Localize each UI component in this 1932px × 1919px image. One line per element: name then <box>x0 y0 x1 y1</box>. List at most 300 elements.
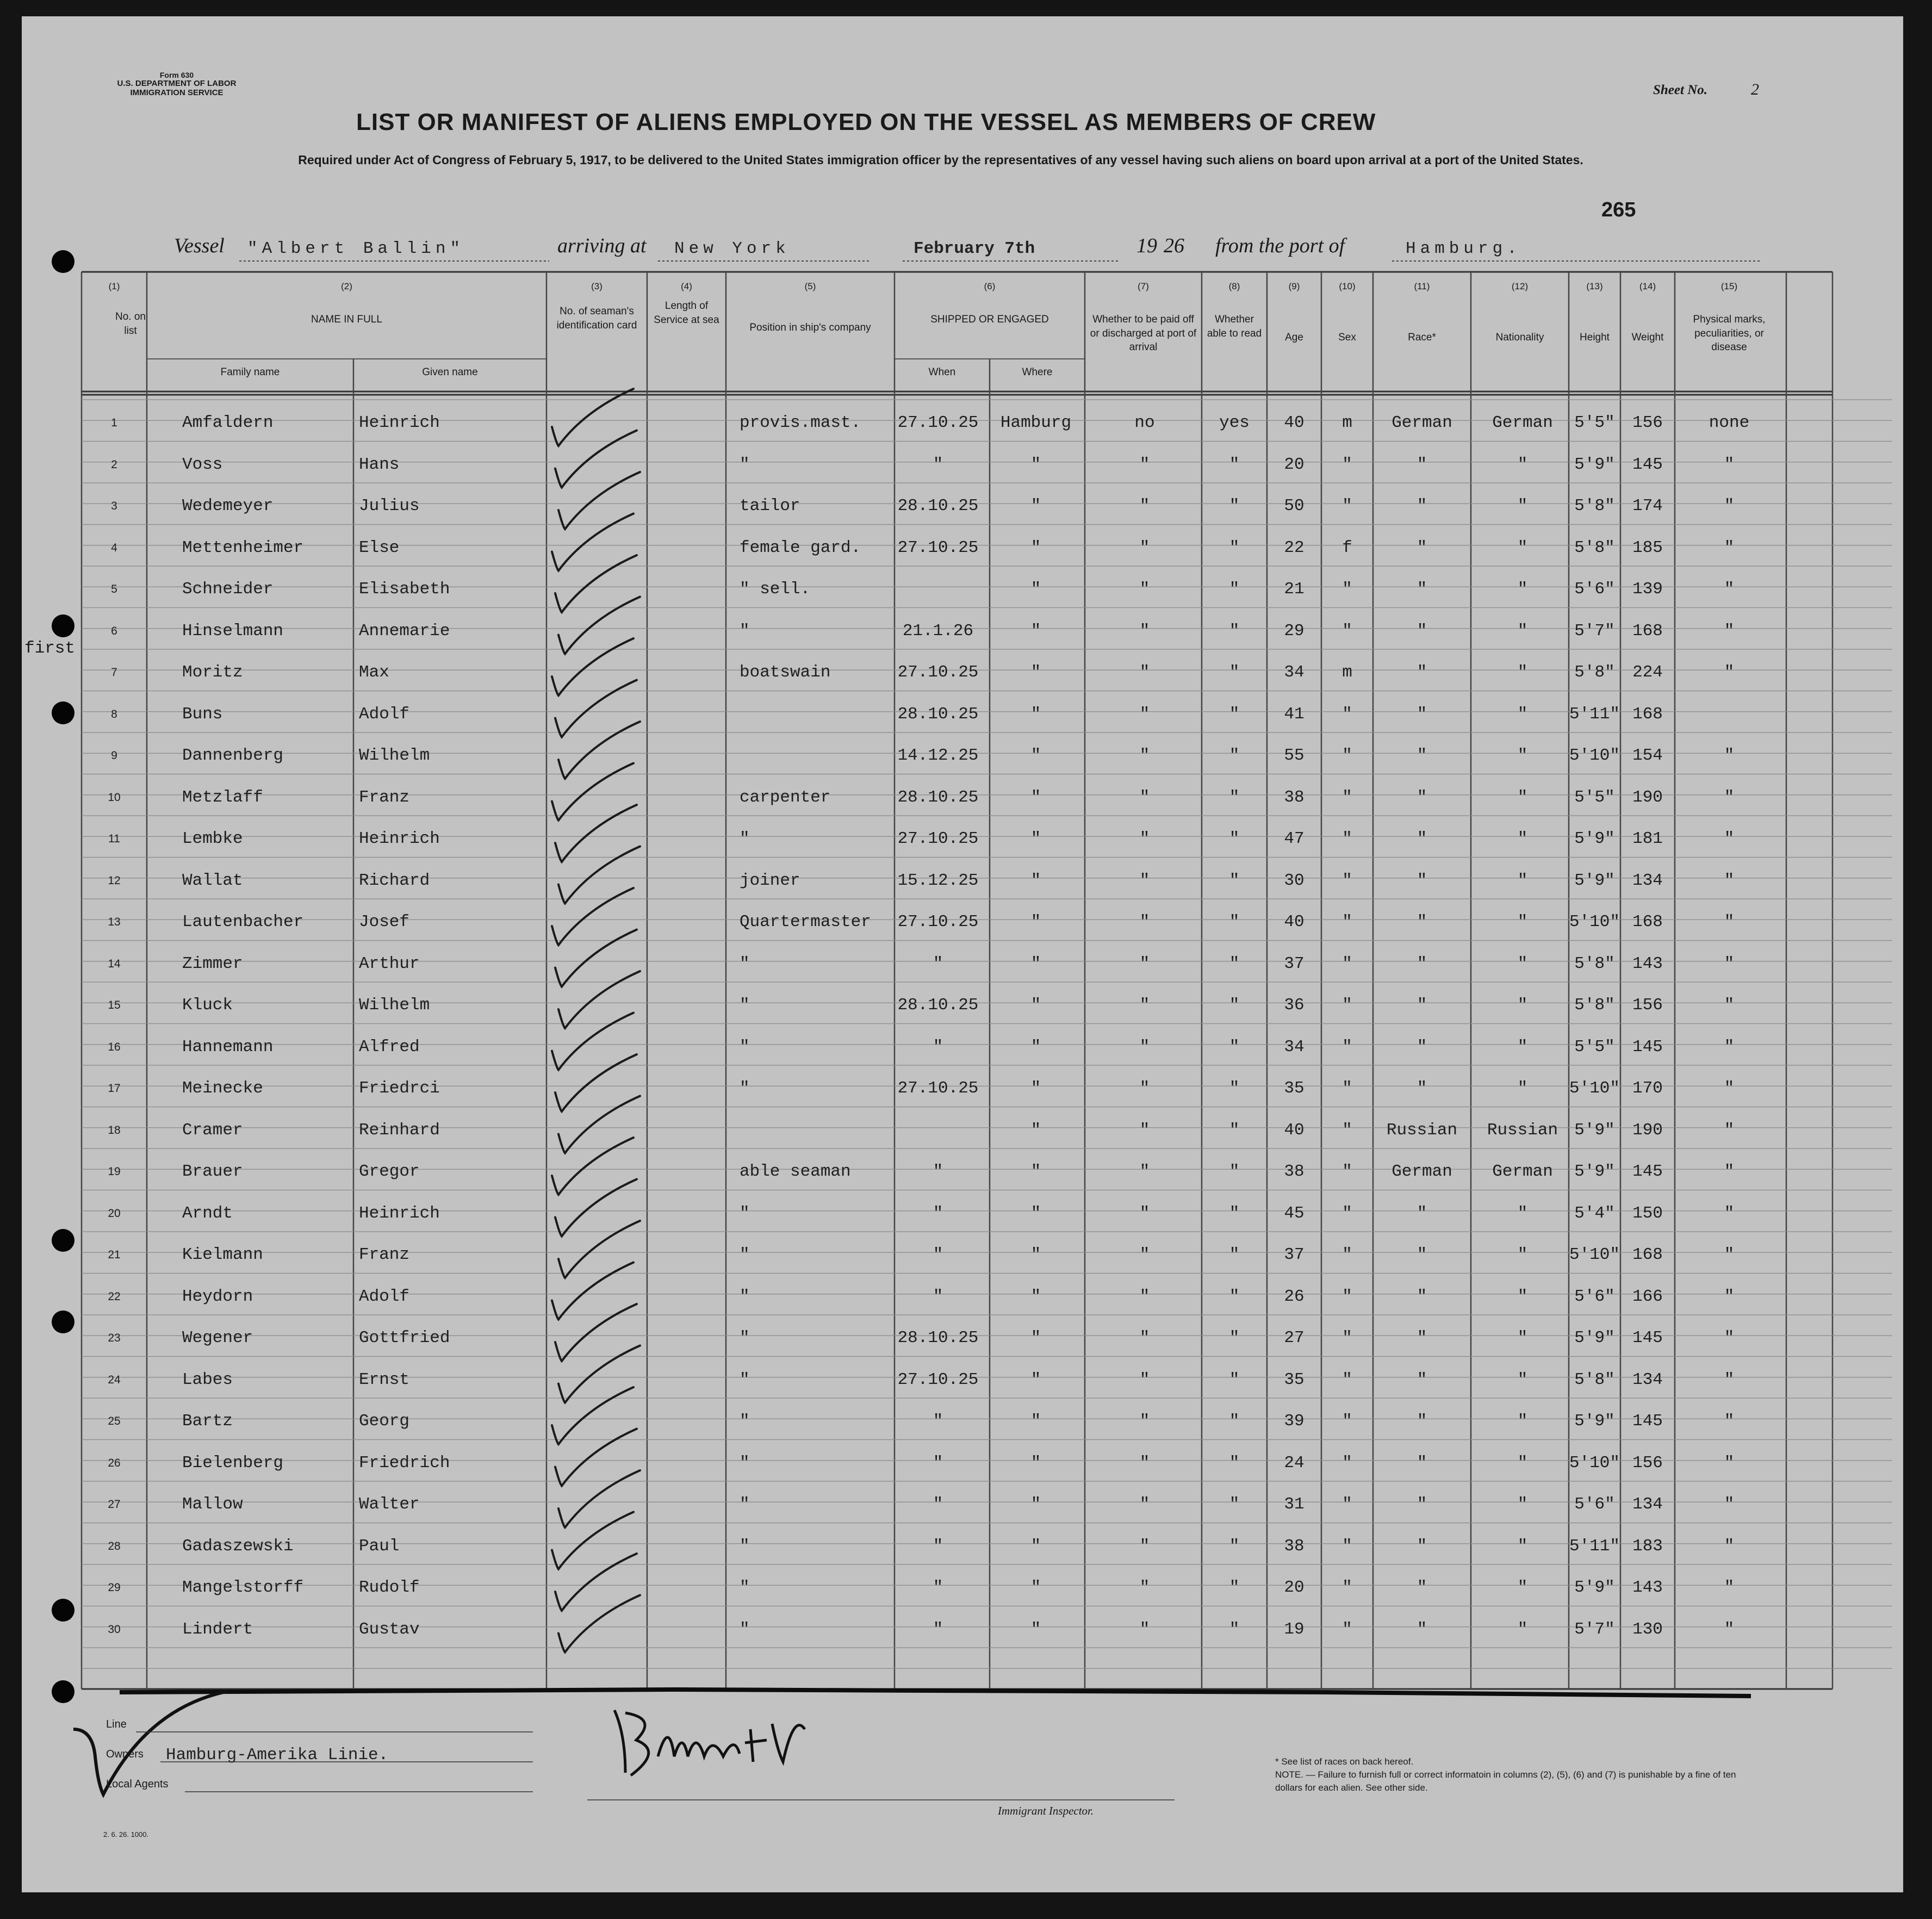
able-to-read: " <box>1229 1120 1240 1140</box>
race: " <box>1417 1245 1427 1264</box>
able-to-read: " <box>1229 1536 1240 1556</box>
weight: 145 <box>1632 455 1663 474</box>
row-number: 1 <box>111 417 117 429</box>
age: 26 <box>1284 1287 1304 1306</box>
physical-marks: " <box>1724 1287 1735 1306</box>
height: 5'9" <box>1574 1328 1615 1347</box>
row-number: 27 <box>108 1498 121 1511</box>
nationality: " <box>1517 829 1528 848</box>
paid-off: " <box>1139 621 1150 641</box>
shipped-when: " <box>933 1536 943 1556</box>
age: 45 <box>1284 1203 1304 1223</box>
page-subtitle: Required under Act of Congress of February 5, 1917, to be delivered to the United States immigration officer by the representatives of any vessel having such aliens on board upon arrival at a port of the United States. <box>298 153 1583 167</box>
shipped-where: " <box>1030 912 1041 931</box>
table-row <box>22 496 1903 535</box>
weight: 183 <box>1632 1536 1663 1556</box>
paid-off: " <box>1139 1203 1150 1223</box>
physical-marks: " <box>1724 1203 1735 1223</box>
shipped-where: " <box>1030 1162 1041 1181</box>
shipped-where: " <box>1030 1245 1041 1264</box>
shipped-when: " <box>933 1619 943 1639</box>
position: " <box>740 1287 750 1306</box>
family-name: Wegener <box>182 1328 253 1347</box>
age: 37 <box>1284 954 1304 973</box>
paid-off: " <box>1139 496 1150 516</box>
row-number: 28 <box>108 1539 121 1552</box>
nationality: " <box>1517 704 1528 724</box>
row-number: 21 <box>108 1249 121 1261</box>
family-name: Moritz <box>182 663 243 682</box>
position: " <box>740 1412 750 1431</box>
sheet-label: Sheet No. <box>1653 83 1707 97</box>
given-name: Richard <box>359 871 430 890</box>
shipped-where: " <box>1030 1536 1041 1556</box>
sex: " <box>1342 871 1352 890</box>
table-row <box>22 580 1903 618</box>
shipped-where: " <box>1030 1120 1041 1140</box>
weight: 156 <box>1632 413 1663 432</box>
given-name: Alfred <box>359 1037 420 1057</box>
physical-marks: " <box>1724 1162 1735 1181</box>
nationality: " <box>1517 496 1528 516</box>
height: 5'10" <box>1569 912 1620 931</box>
physical-marks: " <box>1724 538 1735 557</box>
family-name: Buns <box>182 704 223 724</box>
able-to-read: " <box>1229 704 1240 724</box>
sex: " <box>1342 787 1352 807</box>
paid-off: " <box>1139 787 1150 807</box>
sex: " <box>1342 1079 1352 1098</box>
shipped-where: " <box>1030 829 1041 848</box>
family-name: Lembke <box>182 829 243 848</box>
nationality: " <box>1517 1578 1528 1597</box>
height: 5'8" <box>1574 1370 1615 1389</box>
age: 38 <box>1284 787 1304 807</box>
given-name: Walter <box>359 1495 420 1514</box>
shipped-when: 27.10.25 <box>897 663 979 682</box>
height: 5'10" <box>1569 1245 1620 1264</box>
sex: " <box>1342 704 1352 724</box>
row-number: 25 <box>108 1415 121 1427</box>
table-row <box>22 1495 1903 1533</box>
shipped-when: " <box>933 1162 943 1181</box>
row-number: 24 <box>108 1373 121 1386</box>
age: 35 <box>1284 1370 1304 1389</box>
family-name: Dannenberg <box>182 746 284 765</box>
race: " <box>1417 954 1427 973</box>
sex: " <box>1342 580 1352 599</box>
sex: " <box>1342 496 1352 516</box>
row-number: 14 <box>108 957 121 970</box>
physical-marks: " <box>1724 1412 1735 1431</box>
race: " <box>1417 829 1427 848</box>
nationality: " <box>1517 954 1528 973</box>
height: 5'10" <box>1569 746 1620 765</box>
header-age: Age <box>1285 332 1303 343</box>
physical-marks: " <box>1724 829 1735 848</box>
shipped-where: " <box>1030 580 1041 599</box>
position: Quartermaster <box>740 912 871 931</box>
given-name: Georg <box>359 1412 410 1431</box>
given-name: Else <box>359 538 400 557</box>
able-to-read: " <box>1229 1037 1240 1057</box>
shipped-when: " <box>933 1287 943 1306</box>
table-row <box>22 829 1903 867</box>
physical-marks: " <box>1724 1619 1735 1639</box>
table-row <box>22 1328 1903 1367</box>
position: boatswain <box>740 663 831 682</box>
header-given-name: Given name <box>422 367 478 378</box>
row-number: 8 <box>111 707 117 721</box>
colnum-5: (5) <box>804 281 816 291</box>
nationality: " <box>1517 538 1528 557</box>
age: 40 <box>1284 1120 1304 1140</box>
table-row <box>22 1245 1903 1283</box>
shipped-when: 28.10.25 <box>897 704 979 724</box>
paid-off: no <box>1134 413 1155 432</box>
family-name: Lindert <box>182 1619 253 1639</box>
header-physical: Physical marks, peculiarities, or disease <box>1693 314 1766 353</box>
able-to-read: " <box>1229 954 1240 973</box>
race: " <box>1417 746 1427 765</box>
family-name: Wedemeyer <box>182 496 274 516</box>
race: " <box>1417 1453 1427 1473</box>
weight: 156 <box>1632 1453 1663 1473</box>
shipped-when: " <box>933 1578 943 1597</box>
physical-marks: " <box>1724 1328 1735 1347</box>
race: " <box>1417 1037 1427 1057</box>
sex: " <box>1342 1120 1352 1140</box>
age: 34 <box>1284 663 1304 682</box>
age: 47 <box>1284 829 1304 848</box>
weight: 150 <box>1632 1203 1663 1223</box>
position: tailor <box>740 496 800 516</box>
given-name: Arthur <box>359 954 420 973</box>
given-name: Heinrich <box>359 829 440 848</box>
header-race: Race* <box>1408 332 1436 343</box>
weight: 143 <box>1632 954 1663 973</box>
weight: 185 <box>1632 538 1663 557</box>
header-name-in-full: NAME IN FULL <box>311 314 382 325</box>
physical-marks: " <box>1724 871 1735 890</box>
footer-line-label: Line <box>106 1718 127 1730</box>
race: " <box>1417 621 1427 641</box>
shipped-where: " <box>1030 871 1041 890</box>
shipped-when: 28.10.25 <box>897 996 979 1015</box>
given-name: Wilhelm <box>359 746 430 765</box>
weight: 170 <box>1632 1079 1663 1098</box>
age: 21 <box>1284 580 1304 599</box>
age: 30 <box>1284 871 1304 890</box>
able-to-read: " <box>1229 1578 1240 1597</box>
physical-marks: " <box>1724 1120 1735 1140</box>
family-name: Schneider <box>182 580 274 599</box>
header-nationality: Nationality <box>1495 332 1544 343</box>
shipped-where: " <box>1030 746 1041 765</box>
weight: 134 <box>1632 1495 1663 1514</box>
table-row <box>22 1620 1903 1658</box>
family-name: Brauer <box>182 1162 243 1181</box>
row-number: 16 <box>108 1040 121 1053</box>
vessel-label: Vessel <box>174 234 225 257</box>
position: " <box>740 1079 750 1098</box>
sex: " <box>1342 455 1352 474</box>
paid-off: " <box>1139 1079 1150 1098</box>
physical-marks: " <box>1724 1245 1735 1264</box>
height: 5'11" <box>1569 1536 1620 1556</box>
given-name: Franz <box>359 787 410 807</box>
race: " <box>1417 580 1427 599</box>
age: 37 <box>1284 1245 1304 1264</box>
given-name: Heinrich <box>359 1203 440 1223</box>
age: 38 <box>1284 1162 1304 1181</box>
owners-value: Hamburg-Amerika Linie. <box>166 1746 389 1765</box>
row-number: 13 <box>108 916 121 928</box>
row-number: 17 <box>108 1082 121 1095</box>
sex: " <box>1342 912 1352 931</box>
position: " <box>740 1578 750 1597</box>
shipped-when: " <box>933 1203 943 1223</box>
nationality: " <box>1517 1453 1528 1473</box>
position: " <box>740 954 750 973</box>
position: " <box>740 1328 750 1347</box>
footer-agents-label: Local Agents <box>106 1778 169 1790</box>
paid-off: " <box>1139 663 1150 682</box>
family-name: Bielenberg <box>182 1453 284 1473</box>
table-row <box>22 996 1903 1034</box>
shipped-where: " <box>1030 663 1041 682</box>
nationality: " <box>1517 1619 1528 1639</box>
header-when: When <box>928 367 956 378</box>
given-name: Gottfried <box>359 1328 450 1347</box>
shipped-where: " <box>1030 1619 1041 1639</box>
row-number: 19 <box>108 1165 121 1178</box>
physical-marks: " <box>1724 621 1735 641</box>
table-row <box>22 1412 1903 1450</box>
height: 5'7" <box>1574 1619 1615 1639</box>
weight: 145 <box>1632 1162 1663 1181</box>
paid-off: " <box>1139 746 1150 765</box>
able-to-read: " <box>1229 871 1240 890</box>
nationality: " <box>1517 746 1528 765</box>
position: " <box>740 1370 750 1389</box>
weight: 168 <box>1632 912 1663 931</box>
physical-marks: " <box>1724 787 1735 807</box>
header-length-service: Length of Service at sea <box>654 300 719 326</box>
shipped-when: 15.12.25 <box>897 871 979 890</box>
colnum-9: (9) <box>1288 281 1300 291</box>
height: 5'5" <box>1574 413 1615 432</box>
colnum-12: (12) <box>1511 281 1529 291</box>
height: 5'6" <box>1574 1287 1615 1306</box>
weight: 174 <box>1632 496 1663 516</box>
able-to-read: " <box>1229 787 1240 807</box>
row-number: 29 <box>108 1581 121 1594</box>
position: " <box>740 1037 750 1057</box>
sex: " <box>1342 954 1352 973</box>
nationality: " <box>1517 1287 1528 1306</box>
able-to-read: " <box>1229 538 1240 557</box>
weight: 139 <box>1632 580 1663 599</box>
shipped-where: " <box>1030 704 1041 724</box>
given-name: Josef <box>359 912 410 931</box>
row-number: 18 <box>108 1123 121 1137</box>
nationality: " <box>1517 621 1528 641</box>
paid-off: " <box>1139 1245 1150 1264</box>
given-name: Gregor <box>359 1162 420 1181</box>
paid-off: " <box>1139 1536 1150 1556</box>
sex: " <box>1342 1037 1352 1057</box>
table-row <box>22 912 1903 951</box>
paid-off: " <box>1139 1370 1150 1389</box>
position: " <box>740 1245 750 1264</box>
age: 40 <box>1284 912 1304 931</box>
colnum-13: (13) <box>1586 281 1603 291</box>
height: 5'5" <box>1574 1037 1615 1057</box>
paid-off: " <box>1139 954 1150 973</box>
able-to-read: " <box>1229 621 1240 641</box>
footer-owners-label: Owners <box>106 1748 144 1760</box>
position: " <box>740 621 750 641</box>
age: 38 <box>1284 1536 1304 1556</box>
shipped-where: " <box>1030 1079 1041 1098</box>
paid-off: " <box>1139 538 1150 557</box>
table-row <box>22 1121 1903 1159</box>
shipped-when: 27.10.25 <box>897 1079 979 1098</box>
age: 19 <box>1284 1619 1304 1639</box>
race: " <box>1417 704 1427 724</box>
family-name: Wallat <box>182 871 243 890</box>
position: " sell. <box>740 580 811 599</box>
weight: 168 <box>1632 621 1663 641</box>
nationality: " <box>1517 663 1528 682</box>
able-to-read: " <box>1229 912 1240 931</box>
age: 55 <box>1284 746 1304 765</box>
height: 5'10" <box>1569 1079 1620 1098</box>
sex: m <box>1342 663 1352 682</box>
header-height: Height <box>1580 332 1610 343</box>
shipped-when: 27.10.25 <box>897 829 979 848</box>
age: 34 <box>1284 1037 1304 1057</box>
race: " <box>1417 1328 1427 1347</box>
physical-marks: " <box>1724 455 1735 474</box>
family-name: Amfaldern <box>182 413 274 432</box>
weight: 181 <box>1632 829 1663 848</box>
arriving-port: New York <box>674 239 790 258</box>
age: 31 <box>1284 1495 1304 1514</box>
footer-rules <box>22 1702 1903 1822</box>
shipped-when: " <box>933 1453 943 1473</box>
weight: 134 <box>1632 871 1663 890</box>
family-name: Labes <box>182 1370 233 1389</box>
height: 5'9" <box>1574 455 1615 474</box>
form-number: Form 630 <box>159 71 194 79</box>
header-where: Where <box>1022 367 1053 378</box>
shipped-where: " <box>1030 996 1041 1015</box>
header-shipped: SHIPPED OR ENGAGED <box>930 314 1049 325</box>
height: 5'4" <box>1574 1203 1615 1223</box>
shipped-where: " <box>1030 538 1041 557</box>
table-row <box>22 1204 1903 1242</box>
table-row <box>22 455 1903 493</box>
shipped-when: 14.12.25 <box>897 746 979 765</box>
from-port-label: from the port of <box>1215 234 1345 257</box>
row-number: 3 <box>111 500 117 512</box>
height: 5'5" <box>1574 787 1615 807</box>
nationality: " <box>1517 1079 1528 1098</box>
position: " <box>740 1536 750 1556</box>
header-no-on-list: No. on list <box>115 311 146 337</box>
able-to-read: " <box>1229 996 1240 1015</box>
family-name: Lautenbacher <box>182 912 304 931</box>
sex: " <box>1342 829 1352 848</box>
race: " <box>1417 1370 1427 1389</box>
position: " <box>740 1495 750 1514</box>
shipped-where: Hamburg <box>1000 413 1072 432</box>
row-number: 7 <box>111 666 117 679</box>
header-sex: Sex <box>1338 332 1356 343</box>
colnum-7: (7) <box>1138 281 1149 291</box>
shipped-when: 28.10.25 <box>897 787 979 807</box>
physical-marks: " <box>1724 1536 1735 1556</box>
paid-off: " <box>1139 1453 1150 1473</box>
page-title: LIST OR MANIFEST OF ALIENS EMPLOYED ON THE VESSEL AS MEMBERS OF CREW <box>356 109 1376 135</box>
physical-marks: " <box>1724 1578 1735 1597</box>
age: 50 <box>1284 496 1304 516</box>
race: " <box>1417 996 1427 1015</box>
position: " <box>740 1619 750 1639</box>
family-name: Mettenheimer <box>182 538 304 557</box>
able-to-read: " <box>1229 455 1240 474</box>
shipped-where: " <box>1030 1287 1041 1306</box>
sex: " <box>1342 1536 1352 1556</box>
table-row <box>22 1079 1903 1117</box>
weight: 190 <box>1632 1120 1663 1140</box>
nationality: German <box>1492 1162 1553 1181</box>
able-to-read: yes <box>1219 413 1250 432</box>
service-label: IMMIGRATION SERVICE <box>130 88 223 97</box>
paid-off: " <box>1139 1495 1150 1514</box>
able-to-read: " <box>1229 1495 1240 1514</box>
given-name: Paul <box>359 1536 400 1556</box>
shipped-where: " <box>1030 954 1041 973</box>
fine-note: NOTE. — Failure to furnish full or correct informatoin in columns (2), (5), (6) and (7) is punishable by a fine of ten dollars for each alien. See other side. <box>1275 1769 1736 1793</box>
able-to-read: " <box>1229 1203 1240 1223</box>
height: 5'8" <box>1574 996 1615 1015</box>
able-to-read: " <box>1229 1287 1240 1306</box>
weight: 156 <box>1632 996 1663 1015</box>
row-number: 4 <box>111 541 117 554</box>
arriving-label: arriving at <box>557 234 647 257</box>
height: 5'8" <box>1574 954 1615 973</box>
height: 5'8" <box>1574 663 1615 682</box>
manifest-sheet <box>22 16 1903 1892</box>
family-name: Mangelstorff <box>182 1578 304 1597</box>
family-name: Arndt <box>182 1203 233 1223</box>
family-name: Metzlaff <box>182 787 263 807</box>
weight: 145 <box>1632 1328 1663 1347</box>
table-row <box>22 1287 1903 1325</box>
row-number: 26 <box>108 1456 121 1469</box>
position: female gard. <box>740 538 861 557</box>
race: " <box>1417 663 1427 682</box>
race: " <box>1417 1578 1427 1597</box>
height: 5'9" <box>1574 1412 1615 1431</box>
race: " <box>1417 1495 1427 1514</box>
weight: 224 <box>1632 663 1663 682</box>
race: Russian <box>1386 1120 1458 1140</box>
shipped-when: " <box>933 455 943 474</box>
